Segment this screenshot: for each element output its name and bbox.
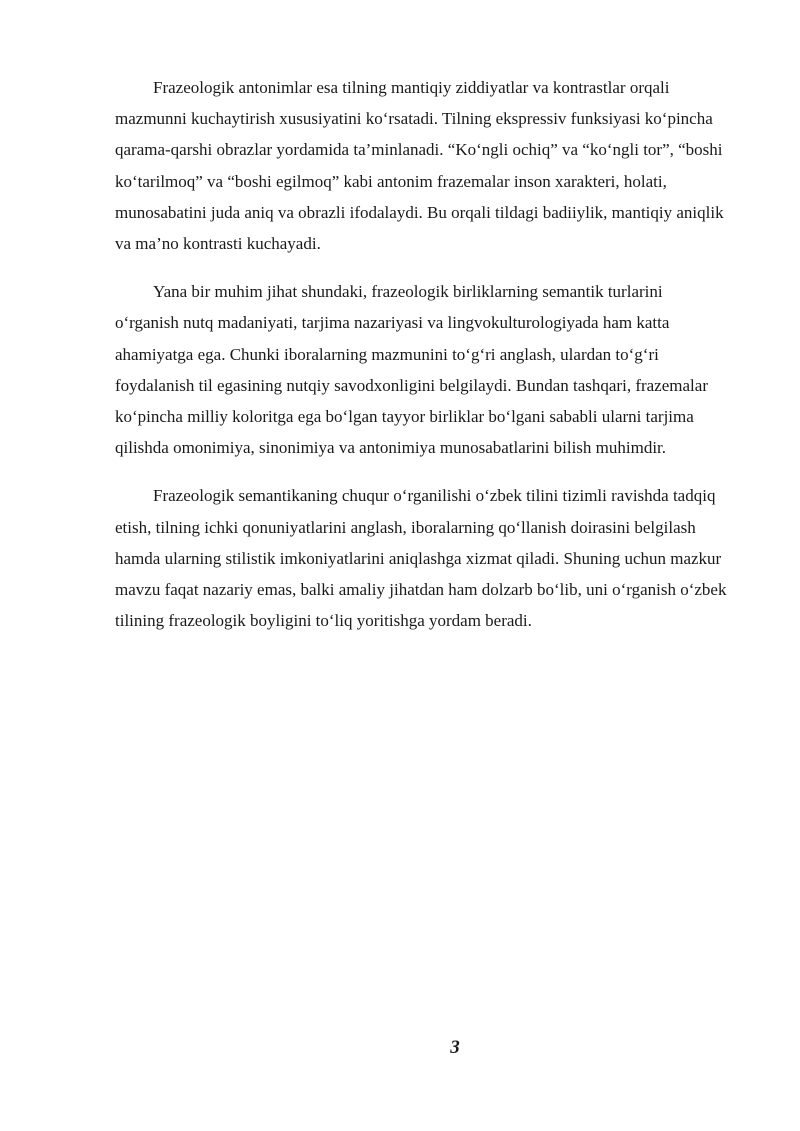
paragraph-antonyms: Frazeologik antonimlar esa tilning mantiqiy ziddiyatlar va kontrastlar orqali mazmunni kuchaytirish xususiyatini ko‘rsatadi. Tilning ekspressiv funksiyasi ko‘pincha qarama-qarshi obrazlar yordamida ta’minlanadi. “Ko‘ngli ochiq” va “ko‘ngli tor”, “boshi ko‘tarilmoq” va “boshi egilmoq” kabi antonim frazemalar inson xarakteri, holati, munosabatini juda aniq va obrazli ifodalaydi. Bu orqali tildagi badiiylik, mantiqiy aniqlik va ma’no kontrasti kuchayadi. [115,78,724,254]
paragraph-semantic-types: Yana bir muhim jihat shundaki, frazeologik birliklarning semantik turlarini o‘rganish nutq madaniyati, tarjima nazariyasi va lingvokulturologiyada ham katta ahamiyatga ega. Chunki iboralarning mazmunini to‘g‘ri anglash, ulardan to‘g‘ri foydalanish til egasining nutqiy savodxonligini belgilaydi. Bundan tashqari, frazemalar ko‘pincha milliy koloritga ega bo‘lgan tayyor birliklar bo‘lgani sababli ularni tarjima qilishda omonimiya, sinonimiya va antonimiya munosabatlarini bilish muhimdir. [115,282,708,458]
page-number: 3 [450,1037,460,1058]
paragraph-conclusion: Frazeologik semantikaning chuqur o‘rganilishi o‘zbek tilini tizimli ravishda tadqiq etish, tilning ichki qonuniyatlarini anglash, iboralarning qo‘llanish doirasini belgilash hamda ularning stilistik imkoniyatlarini aniqlashga xizmat qiladi. Shuning uchun mazkur mavzu faqat nazariy emas, balki amaliy jihatdan ham dolzarb bo‘lib, uni o‘rganish o‘zbek tilining frazeologik boyligini to‘liq yoritishga yordam beradi. [115,486,727,631]
document-body [115,72,727,653]
